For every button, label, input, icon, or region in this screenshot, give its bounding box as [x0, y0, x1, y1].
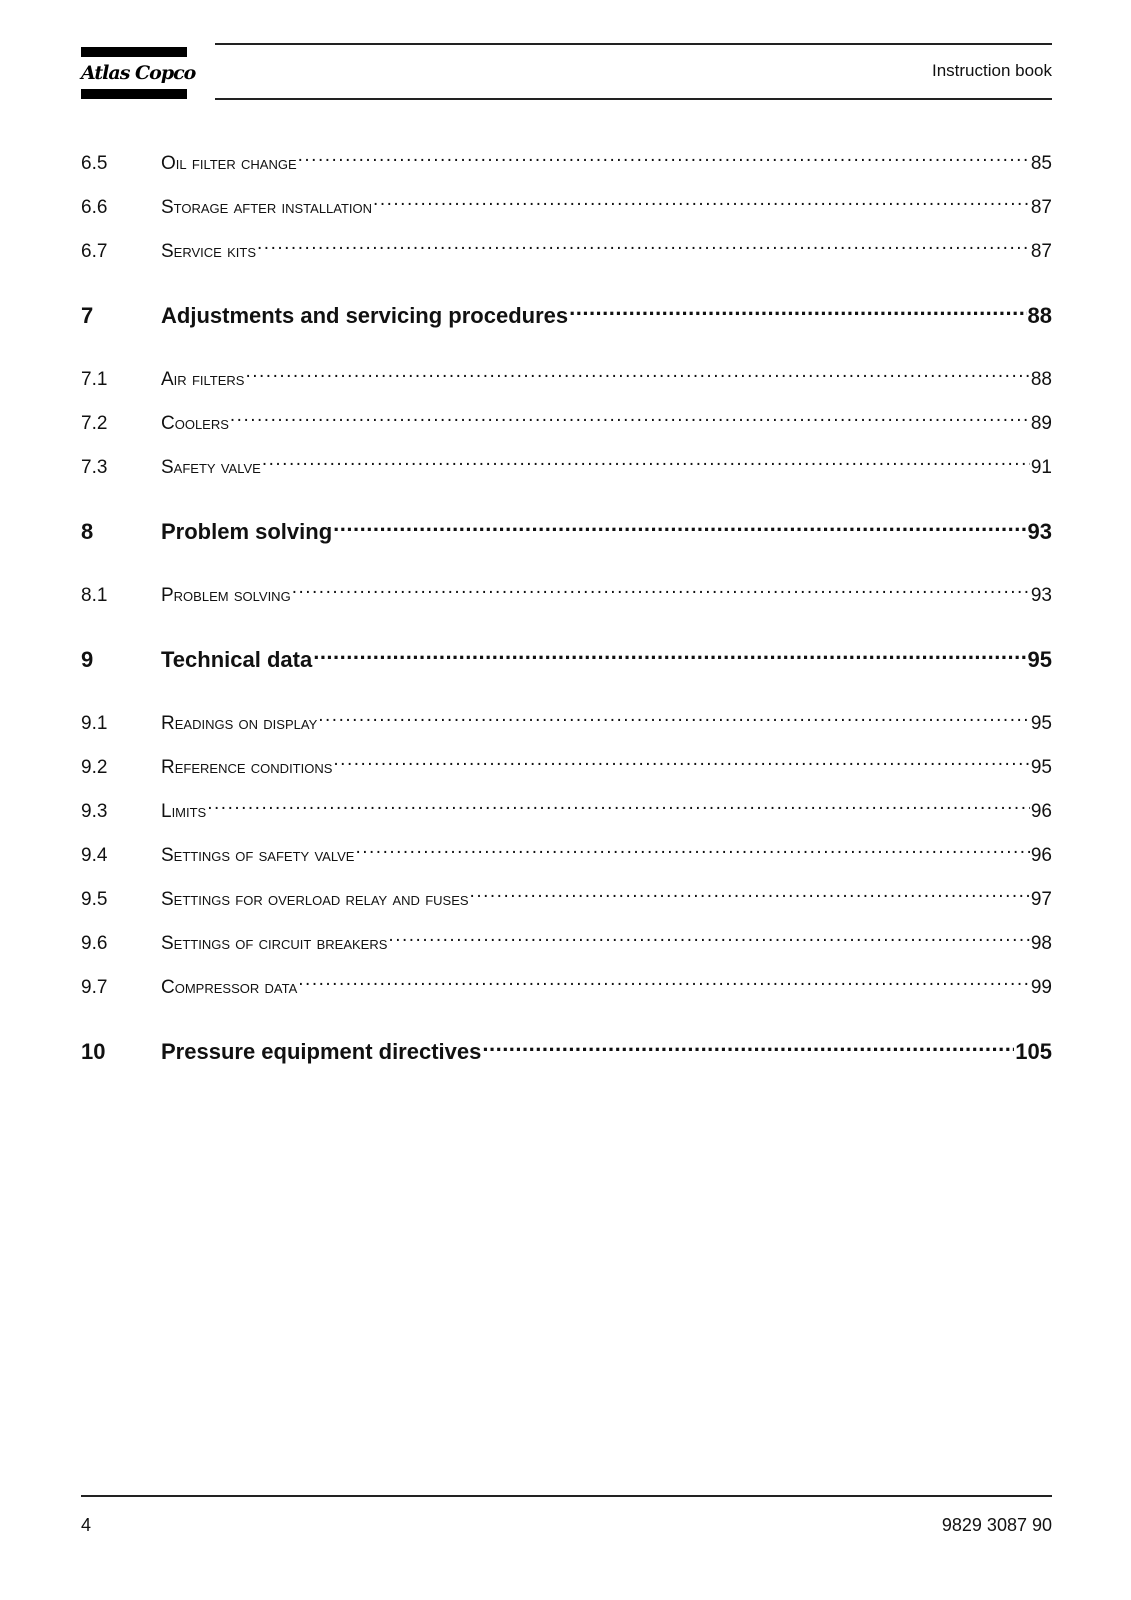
toc-dot-leader	[470, 886, 1030, 905]
toc-number: 7.1	[81, 369, 108, 390]
toc-page-number: 95	[1030, 713, 1052, 734]
document-code: 9829 3087 90	[941, 1515, 1052, 1535]
toc-number: 8	[81, 519, 94, 544]
header-rule-top	[215, 43, 1052, 45]
toc-title: Reference conditions	[161, 757, 333, 778]
toc-entry[interactable]	[81, 842, 1052, 868]
toc-number: 6.6	[81, 197, 108, 218]
toc-entry[interactable]	[81, 238, 1052, 264]
toc-number: 7	[81, 303, 94, 328]
toc-page-number: 105	[1015, 1039, 1052, 1064]
toc-dot-leader	[245, 366, 1029, 385]
logo-bar-top	[81, 47, 187, 57]
header-rule-bottom	[215, 98, 1052, 100]
toc-title: Problem solving	[161, 585, 291, 606]
toc-dot-leader	[355, 842, 1029, 861]
toc-number: 10	[81, 1039, 106, 1064]
toc-title: Air filters	[161, 369, 245, 390]
toc-entry[interactable]	[81, 974, 1052, 1000]
toc-page-number: 98	[1030, 933, 1052, 954]
document-title: Instruction book	[931, 61, 1052, 80]
toc-number: 9.1	[81, 713, 108, 734]
toc-page-number: 99	[1030, 977, 1052, 998]
toc-dot-leader	[318, 710, 1030, 729]
toc-title: Settings of safety valve	[161, 845, 355, 866]
toc-dot-leader	[333, 754, 1029, 773]
toc-entry[interactable]	[81, 366, 1052, 392]
toc-number: 6.7	[81, 241, 108, 262]
toc-number: 9.2	[81, 757, 108, 778]
toc-dot-leader	[569, 301, 1026, 323]
toc-chapter-entry[interactable]	[81, 301, 1052, 330]
page-number: 4	[81, 1515, 92, 1535]
toc-entry[interactable]	[81, 194, 1052, 220]
logo-wordmark: Atlas Copco	[81, 62, 196, 84]
toc-chapter-entry[interactable]	[81, 517, 1052, 546]
toc-dot-leader	[298, 974, 1030, 993]
toc-number: 7.2	[81, 413, 108, 434]
toc-entry[interactable]	[81, 710, 1052, 736]
toc-dot-leader	[373, 194, 1030, 213]
toc-dot-leader	[292, 582, 1030, 601]
toc-title: Storage after installation	[161, 197, 373, 218]
toc-title: Adjustments and servicing procedures	[161, 303, 569, 328]
toc-dot-leader	[298, 150, 1030, 169]
toc-page-number: 87	[1030, 241, 1052, 262]
logo-bar-bottom	[81, 89, 187, 99]
footer-rule	[81, 1495, 1052, 1497]
toc-title: Readings on display	[161, 713, 318, 734]
toc-dot-leader	[230, 410, 1030, 429]
toc-entry[interactable]	[81, 930, 1052, 956]
toc-page-number: 85	[1030, 153, 1052, 174]
toc-number: 9.4	[81, 845, 108, 866]
toc-page-number: 95	[1030, 757, 1052, 778]
toc-chapter-entry[interactable]	[81, 1037, 1052, 1066]
toc-page-number: 88	[1027, 303, 1052, 328]
toc-title: Coolers	[161, 413, 229, 434]
toc-title: Compressor data	[161, 977, 298, 998]
toc-entry[interactable]	[81, 582, 1052, 608]
toc-title: Limits	[161, 801, 207, 822]
toc-page-number: 91	[1030, 457, 1052, 478]
toc-number: 9.5	[81, 889, 108, 910]
toc-entry[interactable]	[81, 410, 1052, 436]
toc-number: 6.5	[81, 153, 108, 174]
toc-page-number: 93	[1030, 585, 1052, 606]
toc-entry[interactable]	[81, 754, 1052, 780]
toc-dot-leader	[333, 517, 1026, 539]
toc-page-number: 97	[1030, 889, 1052, 910]
toc-dot-leader	[313, 645, 1026, 667]
toc-entry[interactable]	[81, 886, 1052, 912]
toc-number: 9	[81, 647, 94, 672]
toc-page-number: 89	[1030, 413, 1052, 434]
toc-number: 9.3	[81, 801, 108, 822]
toc-page-number: 95	[1027, 647, 1052, 672]
toc-dot-leader	[257, 238, 1030, 257]
toc-page-number: 96	[1030, 845, 1052, 866]
toc-title: Technical data	[161, 647, 313, 672]
toc-title: Oil filter change	[161, 153, 297, 174]
toc-chapter-entry[interactable]	[81, 645, 1052, 674]
toc-title: Pressure equipment directives	[161, 1039, 482, 1064]
toc-title: Service kits	[161, 241, 257, 262]
toc-entry[interactable]	[81, 150, 1052, 176]
toc-page-number: 88	[1030, 369, 1052, 390]
toc-dot-leader	[388, 930, 1029, 949]
toc-number: 8.1	[81, 585, 108, 606]
toc-dot-leader	[207, 798, 1030, 817]
toc-dot-leader	[482, 1037, 1014, 1059]
toc-page-number: 96	[1030, 801, 1052, 822]
atlas-copco-logo	[81, 47, 196, 100]
toc-number: 9.6	[81, 933, 108, 954]
toc-entry[interactable]	[81, 454, 1052, 480]
toc-title: Settings for overload relay and fuses	[161, 889, 469, 910]
toc-title: Safety valve	[161, 457, 261, 478]
toc-title: Problem solving	[161, 519, 333, 544]
toc-entry[interactable]	[81, 798, 1052, 824]
toc-number: 7.3	[81, 457, 108, 478]
toc-dot-leader	[262, 454, 1030, 473]
toc-number: 9.7	[81, 977, 108, 998]
toc-title: Settings of circuit breakers	[161, 933, 388, 954]
toc-page-number: 93	[1027, 519, 1052, 544]
toc-page-number: 87	[1030, 197, 1052, 218]
